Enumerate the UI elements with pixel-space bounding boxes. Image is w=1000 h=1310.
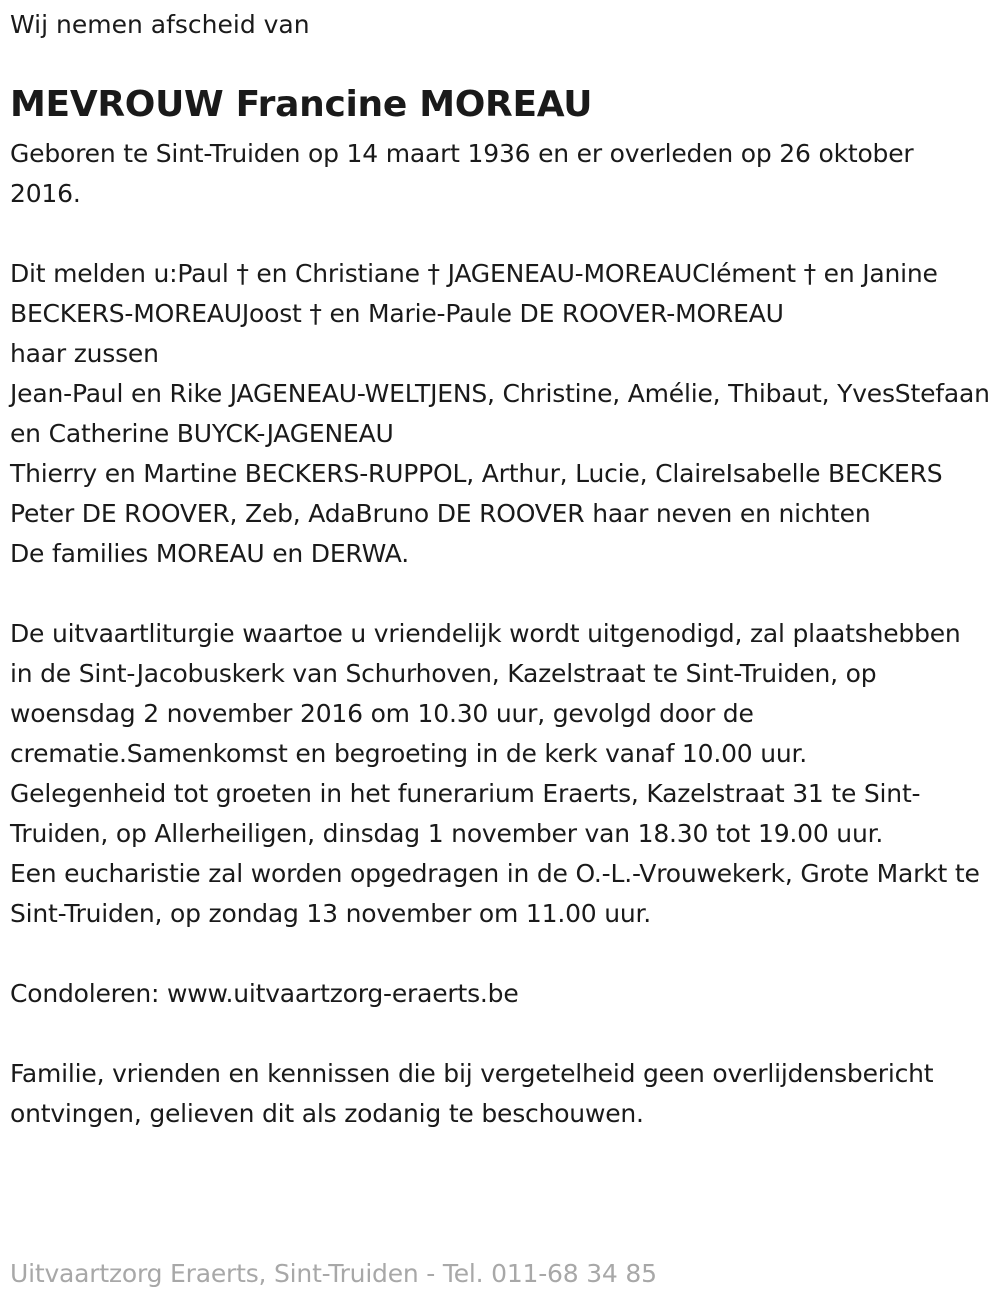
funeral-home-footer: Uitvaartzorg Eraerts, Sint-Truiden - Tel. 011-68 34 85 <box>10 1259 657 1288</box>
intro-text: Wij nemen afscheid van <box>10 10 310 39</box>
family-line-jageneau: Jean-Paul en Rike JAGENEAU-WELTJENS, Christine, Amélie, Thibaut, YvesStefaan en Catherine BUYCK-JAGENEAU <box>10 379 990 448</box>
visitation-text: Gelegenheid tot groeten in het funerarium Eraerts, Kazelstraat 31 te Sint-Truiden, op Allerheiligen, dinsdag 1 november van 18.30 tot 19.00 uur. <box>10 779 921 848</box>
family-line-families: De families MOREAU en DERWA. <box>10 539 409 568</box>
family-line-de-roover: Peter DE ROOVER, Zeb, AdaBruno DE ROOVER haar neven en nichten <box>10 499 871 528</box>
spacer <box>10 934 990 974</box>
family-line-sisters-label: haar zussen <box>10 339 159 368</box>
spacer <box>10 214 990 254</box>
family-line-siblings: Dit melden u:Paul † en Christiane † JAGENEAU-MOREAUClément † en Janine BECKERS-MOREAUJoost † en Marie-Paule DE ROOVER-MOREAU <box>10 259 938 328</box>
deceased-name: MEVROUW Francine MOREAU <box>10 84 593 125</box>
notice-text: Familie, vrienden en kennissen die bij vergetelheid geen overlijdensbericht ontvingen, gelieven dit als zodanig te beschouwen. <box>10 1059 934 1128</box>
condolences-text: Condoleren: www.uitvaartzorg-eraerts.be <box>10 979 519 1008</box>
birth-death-text: Geboren te Sint-Truiden op 14 maart 1936 en er overleden op 26 oktober 2016. <box>10 139 914 208</box>
family-line-beckers: Thierry en Martine BECKERS-RUPPOL, Arthur, Lucie, ClaireIsabelle BECKERS <box>10 459 943 488</box>
obituary-body <box>10 134 990 1134</box>
liturgy-text: De uitvaartliturgie waartoe u vriendelijk wordt uitgenodigd, zal plaatshebben in de Sint-Jacobuskerk van Schurhoven, Kazelstraat te Sint-Truiden, op woensdag 2 november 2016 om 10.30 uur, gevolgd door de crematie.Samenkomst en begroeting in de kerk vanaf 10.00 uur. <box>10 619 961 768</box>
spacer <box>10 574 990 614</box>
eucharist-text: Een eucharistie zal worden opgedragen in de O.-L.-Vrouwekerk, Grote Markt te Sint-Truiden, op zondag 13 november om 11.00 uur. <box>10 859 980 928</box>
spacer <box>10 1014 990 1054</box>
